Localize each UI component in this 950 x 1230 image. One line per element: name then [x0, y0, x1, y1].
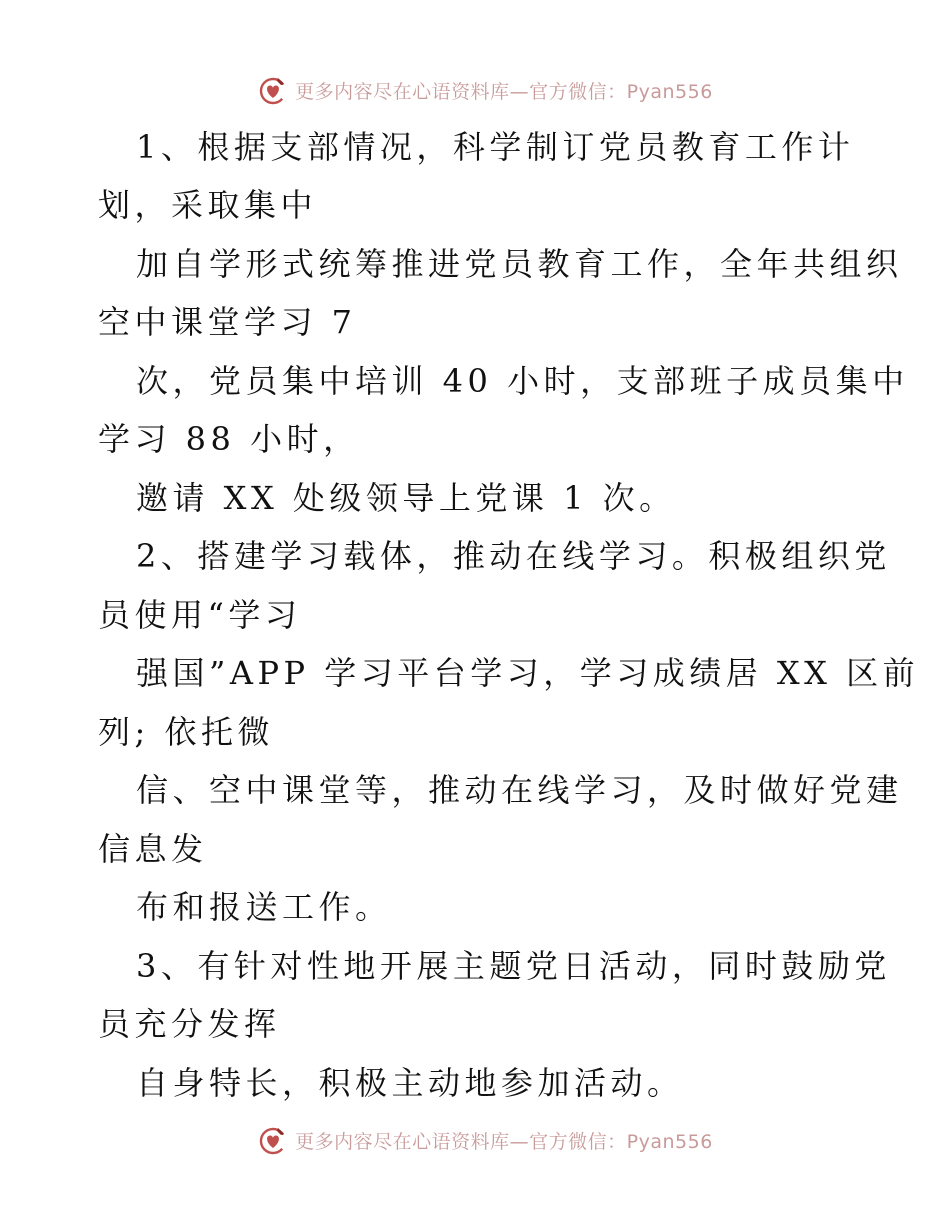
paragraph-line: 员充分发挥 [98, 1005, 281, 1043]
watermark-text: 更多内容尽在心语资料库—官方微信：Pyan556 [295, 80, 713, 103]
heart-pen-logo-icon [257, 74, 289, 106]
paragraph-line: 自身特长，积极主动地参加活动。 [136, 1064, 684, 1102]
paragraph-line: 1、根据支部情况，科学制订党员教育工作计 [136, 128, 855, 166]
watermark-text: 更多内容尽在心语资料库—官方微信：Pyan556 [295, 1130, 713, 1153]
paragraph-line: 强国”APP 学习平台学习，学习成绩居 XX 区前 [136, 654, 920, 692]
heart-pen-logo-icon [257, 1124, 289, 1156]
paragraph-line: 3、有针对性地开展主题党日活动，同时鼓励党 [136, 947, 891, 985]
paragraph-line: 学习 88 小时， [98, 420, 360, 458]
header-watermark [0, 70, 950, 110]
paragraph-line: 列; 依托微 [98, 713, 274, 751]
paragraph-line: 邀请 XX 处级领导上党课 1 次。 [136, 479, 676, 517]
paragraph-line: 员使用“学习 [98, 596, 302, 634]
paragraph-line: 划，采取集中 [98, 186, 318, 224]
paragraph-line: 信息发 [98, 830, 208, 868]
paragraph-line: 次，党员集中培训 40 小时，支部班子成员集中 [136, 362, 909, 400]
paragraph-line: 空中课堂学习 7 [98, 303, 357, 341]
paragraph-line: 信、空中课堂等，推动在线学习，及时做好党建 [136, 771, 903, 809]
footer-watermark [0, 1120, 950, 1160]
paragraph-line: 加自学形式统筹推进党员教育工作，全年共组织 [136, 245, 903, 283]
paragraph-line: 布和报送工作。 [136, 888, 392, 926]
paragraph-line: 2、搭建学习载体，推动在线学习。积极组织党 [136, 537, 891, 575]
